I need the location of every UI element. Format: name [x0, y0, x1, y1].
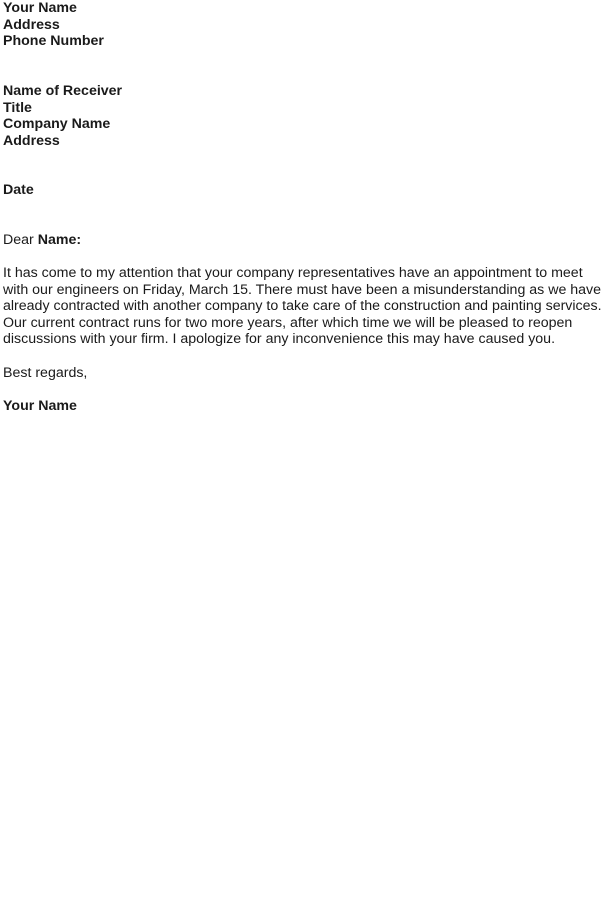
body-line: It has come to my attention that your company representatives have an appointment to meet	[3, 265, 583, 281]
sender-name: Your Name	[3, 0, 77, 16]
body-line: Our current contract runs for two more years, after which time we will be pleased to reopen	[3, 314, 573, 331]
signature-block	[3, 398, 77, 415]
date-block	[3, 182, 34, 199]
receiver-company: Company Name	[3, 116, 111, 132]
sender-block	[3, 0, 104, 50]
receiver-name: Name of Receiver	[3, 83, 123, 99]
body-line: already contracted with another company to take care of the construction and painting services.	[3, 298, 602, 314]
closing-block	[3, 365, 87, 382]
salutation	[3, 232, 81, 249]
sender-phone: Phone Number	[3, 33, 104, 49]
salutation-name: Name:	[37, 232, 82, 248]
signature-name: Your Name	[3, 398, 77, 414]
receiver-block	[3, 83, 122, 149]
body-line: discussions with your firm. I apologize for any inconvenience this may have caused you.	[3, 331, 556, 347]
salutation-prefix: Dear	[3, 232, 38, 248]
letter-body	[3, 265, 602, 348]
body-line: with our engineers on Friday, March 15. There must have been a misunderstanding as we have	[3, 281, 602, 298]
receiver-address: Address	[3, 132, 60, 149]
receiver-title: Title	[3, 99, 32, 116]
sender-address: Address	[3, 16, 60, 33]
letter-date: Date	[3, 182, 34, 198]
closing-text: Best regards,	[3, 365, 88, 381]
